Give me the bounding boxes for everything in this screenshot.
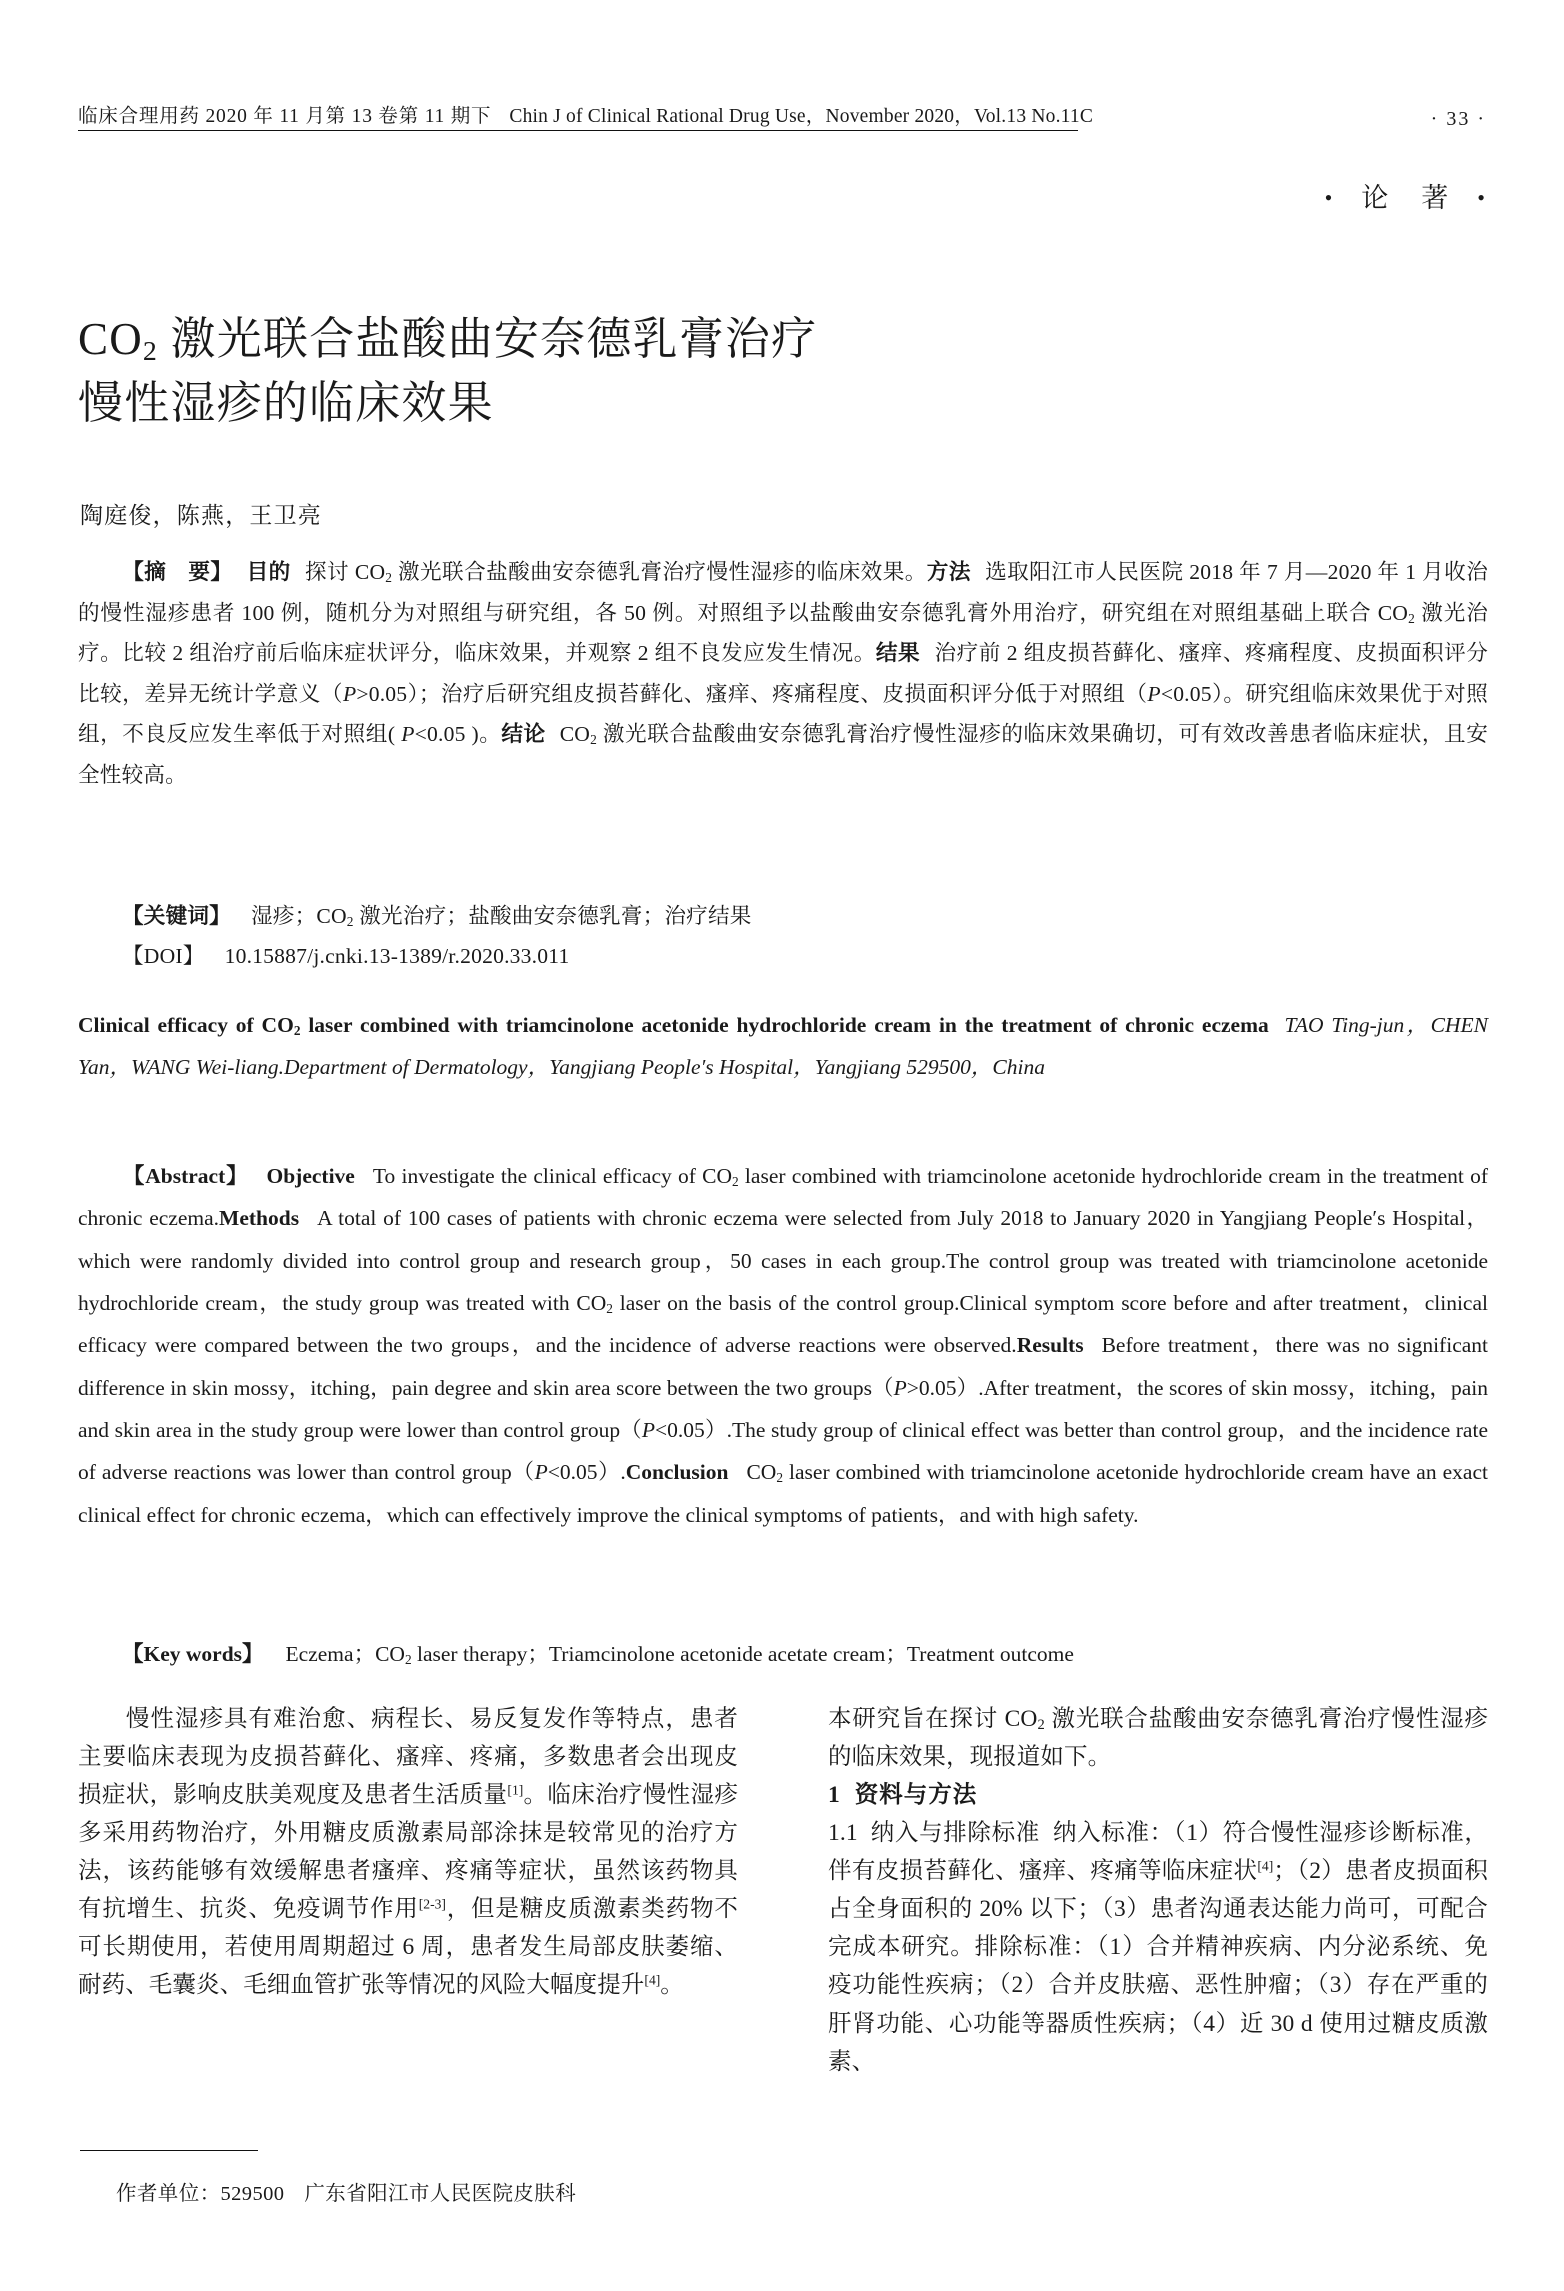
methods-text-cn-2: 激光治疗。比较 2 组治疗前后临床症状评分，临床效果，并观察 2 组不良发应发生情况。	[78, 600, 1488, 666]
study-aim-paragraph	[828, 1700, 1488, 1776]
study-aim-subscript: 2	[1037, 1717, 1045, 1734]
keywords-label-en: 【Key words】	[122, 1642, 264, 1666]
conclusion-text-en-post: laser combined with triamcinolone acetonide hydrochloride cream have an exact clinical effect for chronic eczema，which can effectively improve the clinical symptoms of patients，and with high safety.	[78, 1460, 1488, 1527]
keywords-label-cn: 【关键词】	[122, 904, 231, 928]
running-head-journal	[78, 100, 1093, 128]
keywords-text-cn-pre: 湿疹；CO	[250, 904, 347, 928]
abstract-label-cn: 【摘 要】	[122, 560, 233, 584]
subsection-text-a: 纳入标准：（1）符合慢性湿疹诊断标准，伴有皮损苔藓化、瘙痒、疼痛等临床症状	[828, 1820, 1488, 1885]
subsection-number-1-1: 1.1	[828, 1820, 858, 1847]
subsection-title-1-1: 纳入与排除标准	[870, 1820, 1040, 1847]
citation-ref-2: [2-3]	[418, 1896, 446, 1912]
results-p-value-2-en: P	[641, 1418, 656, 1443]
conclusion-subscript-cn: 2	[590, 732, 597, 748]
results-text-en-2: >0.05）.After treatment，the scores of skin mossy，itching，pain and skin area in the study group were lower than control group（	[78, 1375, 1488, 1443]
results-text-cn-3: <0.05）。研究组临床效果优于对照组，不良反应发生率低于对照组(	[78, 681, 1488, 747]
intro-text-a: 慢性湿疹具有难治愈、病程长、易反复发作等特点，患者主要临床表现为皮损苔藓化、瘙痒、疼痛，多数患者会出现皮损症状，影响皮肤美观度及患者生活质量	[78, 1706, 738, 1809]
objective-subscript-cn: 2	[385, 569, 393, 585]
footnote-label: 作者单位：	[116, 2183, 221, 2205]
objective-text-en-pre: To investigate the clinical efficacy of CO	[372, 1164, 733, 1188]
results-label-cn: 结果	[875, 641, 921, 666]
english-title	[78, 1005, 1488, 1089]
objective-subscript-en: 2	[732, 1173, 739, 1189]
kicker-right-dot: •	[1477, 185, 1488, 210]
running-head-journal-cn: 临床合理用药 2020 年 11 月第 13 卷第 11 期下	[78, 106, 492, 127]
title-line2: 慢性湿疹的临床效果	[78, 378, 494, 429]
keywords-text-en-post: laser therapy；Triamcinolone acetonide acetate cream；Treatment outcome	[411, 1642, 1074, 1666]
abstract-label-en: 【Abstract】	[122, 1164, 249, 1188]
section-heading-1	[828, 1776, 1488, 1814]
body-columns	[78, 1700, 1488, 2230]
keywords-subscript-cn: 2	[346, 913, 354, 929]
results-p-value-1-cn: P	[342, 681, 357, 706]
methods-text-en-1: A total of 100 cases of patients with chronic eczema were selected from July 2018 to January 2020 in Yangjiang People′s Hospital，which were randomly divided into control group and research group，50 cases in each group.The control group was treated with triamcinolone acetonide hydrochloride cream，the study group was treated with CO	[78, 1206, 1488, 1316]
conclusion-label-en: Conclusion	[625, 1460, 729, 1485]
results-p-value-2-cn: P	[1147, 681, 1161, 706]
intro-text-d: 。	[660, 1972, 684, 1999]
methods-text-cn-1: 选取阳江市人民医院 2018 年 7 月—2020 年 1 月收治的慢性湿疹患者 100 例，随机分为对照组与研究组，各 50 例。对照组予以盐酸曲安奈德乳膏外用治疗，研究组在对照组基础上联合 CO	[78, 560, 1488, 625]
methods-label-cn: 方法	[926, 560, 971, 584]
objective-text-cn-post: 激光联合盐酸曲安奈德乳膏治疗慢性湿疹的临床效果。	[392, 560, 927, 584]
subsection-1-1	[828, 1814, 1488, 2080]
keywords-text-en-pre: Eczema；CO	[285, 1642, 405, 1666]
methods-text-en-2: laser on the basis of the control group.Clinical symptom score before and after treatment，clinical efficacy were compared between the two groups，and the incidence of adverse reactions were observed.	[78, 1291, 1488, 1358]
intro-paragraph	[78, 1700, 738, 2005]
methods-subscript-cn: 2	[1408, 610, 1415, 626]
keywords-text-cn-post: 激光治疗；盐酸曲安奈德乳膏；治疗结果	[353, 904, 752, 928]
page-title	[78, 308, 1278, 436]
english-title-part2: laser combined with triamcinolone acetonide hydrochloride cream in the treatment of chronic eczema	[300, 1013, 1269, 1037]
results-p-value-3-cn: P	[401, 722, 415, 747]
section-number-1: 1	[828, 1782, 841, 1809]
results-text-en-3: <0.05）.The study group of clinical effect was better than control group，and the incidence rate of adverse reactions was lower than control group（	[78, 1418, 1488, 1485]
english-abstract	[78, 1155, 1488, 1536]
title-line1-post: 激光联合盐酸曲安奈德乳膏治疗	[158, 314, 818, 365]
body-column-right	[828, 1700, 1488, 2230]
conclusion-subscript-en: 2	[776, 1470, 784, 1486]
doi-value: 10.15887/j.cnki.13-1389/r.2020.33.011	[224, 944, 570, 968]
study-aim-pre: 本研究旨在探讨 CO	[828, 1706, 1038, 1732]
objective-label-cn: 目的	[246, 560, 291, 584]
study-aim-post: 激光联合盐酸曲安奈德乳膏治疗慢性湿疹的临床效果，现报道如下。	[828, 1706, 1488, 1771]
citation-ref-1: [1]	[507, 1782, 524, 1798]
objective-text-en-post: laser combined with triamcinolone acetonide hydrochloride cream in the treatment of chronic eczema.	[78, 1164, 1488, 1231]
footnote-postcode: 529500	[220, 2183, 285, 2205]
kicker-label: 论 著	[1361, 183, 1452, 213]
results-text-en-4: <0.05）.	[547, 1460, 626, 1485]
results-p-value-3-en: P	[534, 1460, 548, 1485]
results-p-value-1-en: P	[893, 1375, 907, 1400]
footnote	[78, 2176, 576, 2206]
title-subscript: 2	[142, 336, 159, 368]
english-affiliation: TAO Ting-jun，CHEN Yan，WANG Wei-liang.Department of Dermatology，Yangjiang People′s Hospital，Yangjiang 529500，China	[78, 1013, 1488, 1079]
citation-ref-3: [4]	[644, 1972, 661, 1988]
objective-text-cn-pre: 探讨 CO	[304, 560, 386, 584]
conclusion-text-cn-pre: CO	[559, 722, 591, 747]
results-text-cn-2: >0.05）；治疗后研究组皮损苔藓化、瘙痒、疼痛程度、皮损面积评分低于对照组（	[356, 681, 1148, 706]
chinese-keywords	[78, 896, 1488, 937]
citation-ref-4: [4]	[1257, 1858, 1274, 1874]
english-title-subscript: 2	[293, 1022, 301, 1038]
results-text-cn-1: 治疗前 2 组皮损苔藓化、瘙痒、疼痛程度、皮损面积评分比较，差异无统计学意义（	[78, 641, 1488, 706]
section-kicker	[1325, 176, 1488, 215]
author-list: 陶庭俊，陈燕，王卫亮	[80, 503, 322, 528]
conclusion-label-cn: 结论	[501, 722, 546, 747]
subsection-text-b: ；（2）患者皮损面积占全身面积的 20% 以下；（3）患者沟通表达能力尚可，可配合完成本研究。排除标准：（1）合并精神疾病、内分泌系统、免疫功能性疾病；（2）合并皮肤癌、恶性肿瘤；（3）存在严重的肝肾功能、心功能等器质性疾病；（4）近 30 d 使用过糖皮质激素、	[828, 1858, 1488, 2075]
results-text-cn-4: <0.05 )。	[414, 722, 502, 747]
results-text-en-1: Before treatment，there was no significant difference in skin mossy，itching，pain degree and skin area score between the two groups（	[78, 1333, 1488, 1400]
chinese-abstract	[78, 552, 1488, 796]
methods-subscript-en: 2	[606, 1300, 613, 1316]
footnote-rule	[80, 2150, 258, 2151]
methods-label-en: Methods	[219, 1206, 300, 1231]
intro-text-c: ，但是糖皮质激素类药物不可长期使用，若使用周期超过 6 周，患者发生局部皮肤萎缩、耐药、毛囊炎、毛细血管扩张等情况的风险大幅度提升	[78, 1896, 739, 1999]
keywords-subscript-en: 2	[404, 1651, 412, 1667]
english-keywords	[78, 1634, 1488, 1675]
title-line1-pre: CO	[78, 314, 143, 365]
running-head-journal-en: Chin J of Clinical Rational Drug Use，November 2020，Vol.13 No.11C	[509, 106, 1094, 127]
results-label-en: Results	[1016, 1333, 1084, 1358]
header-rule	[78, 130, 1078, 131]
english-title-part1: Clinical efficacy of CO	[78, 1013, 294, 1037]
objective-label-en: Objective	[266, 1164, 355, 1188]
conclusion-text-en-pre: CO	[746, 1460, 777, 1485]
kicker-left-dot: •	[1324, 185, 1336, 210]
running-head	[78, 100, 1488, 128]
doi-label: 【DOI】	[122, 944, 205, 968]
conclusion-text-cn-post: 激光联合盐酸曲安奈德乳膏治疗慢性湿疹的临床效果确切，可有效改善患者临床症状，且安全性较高。	[78, 722, 1488, 787]
doi-line	[78, 936, 1488, 977]
section-title-1: 资料与方法	[854, 1782, 978, 1809]
intro-text-b: 。临床治疗慢性湿疹多采用药物治疗，外用糖皮质激素局部涂抹是较常见的治疗方法，该药能够有效缓解患者瘙痒、疼痛等症状，虽然该药物具有抗增生、抗炎、免疫调节作用	[78, 1782, 738, 1923]
page-number: · 33 ·	[1430, 108, 1486, 130]
footnote-affiliation: 广东省阳江市人民医院皮肤科	[304, 2183, 577, 2205]
